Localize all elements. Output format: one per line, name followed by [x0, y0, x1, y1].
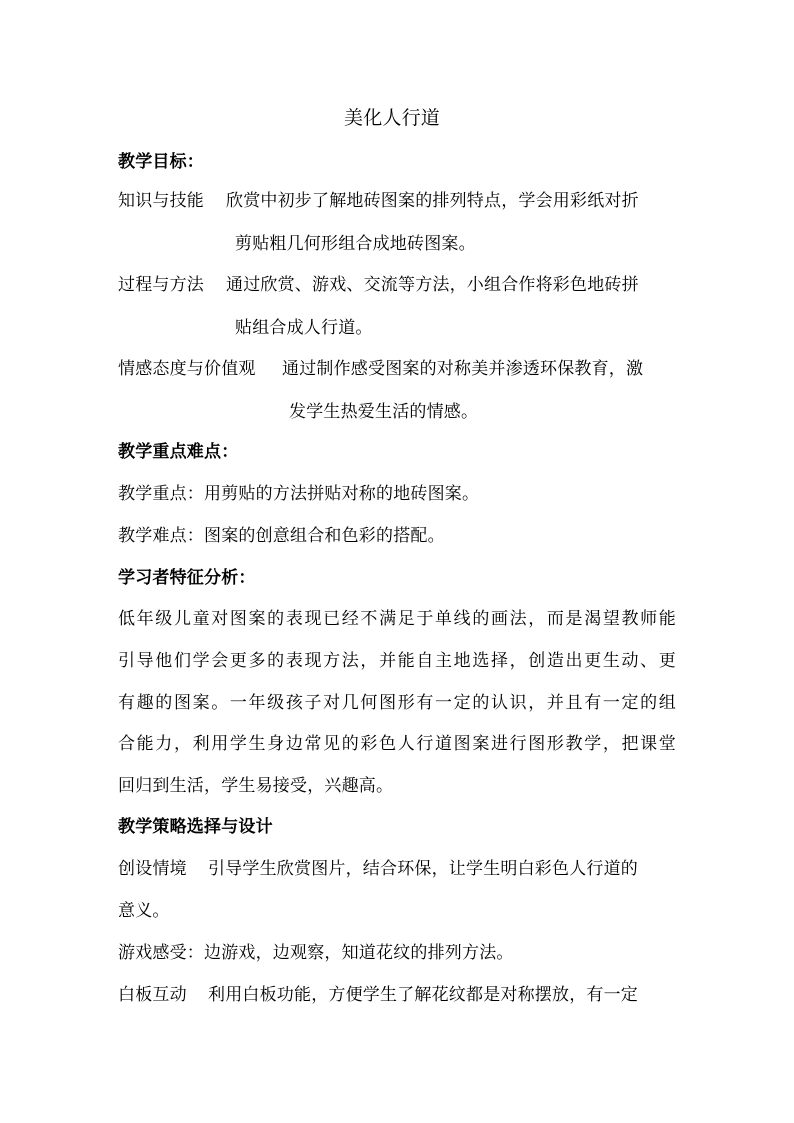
- process-methods-text-cont: 贴组合成人行道。: [235, 318, 373, 338]
- strategy-heading: 教学策略选择与设计: [118, 817, 273, 837]
- knowledge-skills-text: 欣赏中初步了解地砖图案的排列特点，学会用彩纸对折: [226, 191, 639, 211]
- learner-analysis-line: 有趣的图案。一年级孩子对几何图形有一定的认识，并且有一定的组: [118, 693, 676, 713]
- learner-analysis-heading: 学习者特征分析：: [118, 568, 256, 588]
- teaching-focus: 教学重点：用剪贴的方法拼贴对称的地砖图案。: [118, 484, 480, 504]
- process-methods-text: 通过欣赏、游戏、交流等方法，小组合作将彩色地砖拼: [226, 275, 639, 295]
- situation-text: 引导学生欣赏图片，结合环保，让学生明白彩色人行道的: [208, 859, 638, 879]
- objectives-heading: 教学目标：: [118, 152, 204, 172]
- situation-text-cont: 意义。: [118, 901, 170, 921]
- whiteboard-text: 利用白板功能，方便学生了解花纹都是对称摆放，有一定: [208, 985, 638, 1005]
- teaching-difficulty: 教学难点：图案的创意组合和色彩的搭配。: [118, 526, 445, 546]
- key-points-heading: 教学重点难点：: [118, 442, 239, 462]
- process-methods-label: 过程与方法: [118, 275, 204, 295]
- document-title: 美化人行道: [344, 107, 441, 129]
- learner-analysis-line: 引导他们学会更多的表现方法，并能自主地选择，创造出更生动、更: [118, 651, 676, 671]
- knowledge-skills-text-cont: 剪贴粗几何形组合成地砖图案。: [235, 234, 476, 254]
- knowledge-skills-label: 知识与技能: [118, 191, 204, 211]
- emotion-values-text: 通过制作感受图案的对称美并渗透环保教育，激: [282, 359, 644, 379]
- situation-label: 创设情境: [118, 859, 187, 879]
- learner-analysis-line: 回归到生活，学生易接受，兴趣高。: [118, 776, 394, 796]
- learner-analysis-line: 低年级儿童对图案的表现已经不满足于单线的画法，而是渴望教师能: [118, 609, 676, 629]
- whiteboard-label: 白板互动: [118, 985, 187, 1005]
- game-experience: 游戏感受：边游戏，边观察，知道花纹的排列方法。: [118, 943, 514, 963]
- emotion-values-text-cont: 发学生热爱生活的情感。: [289, 402, 479, 422]
- learner-analysis-line: 合能力，利用学生身边常见的彩色人行道图案进行图形教学，把课堂: [118, 734, 676, 754]
- emotion-values-label: 情感态度与价值观: [118, 359, 256, 379]
